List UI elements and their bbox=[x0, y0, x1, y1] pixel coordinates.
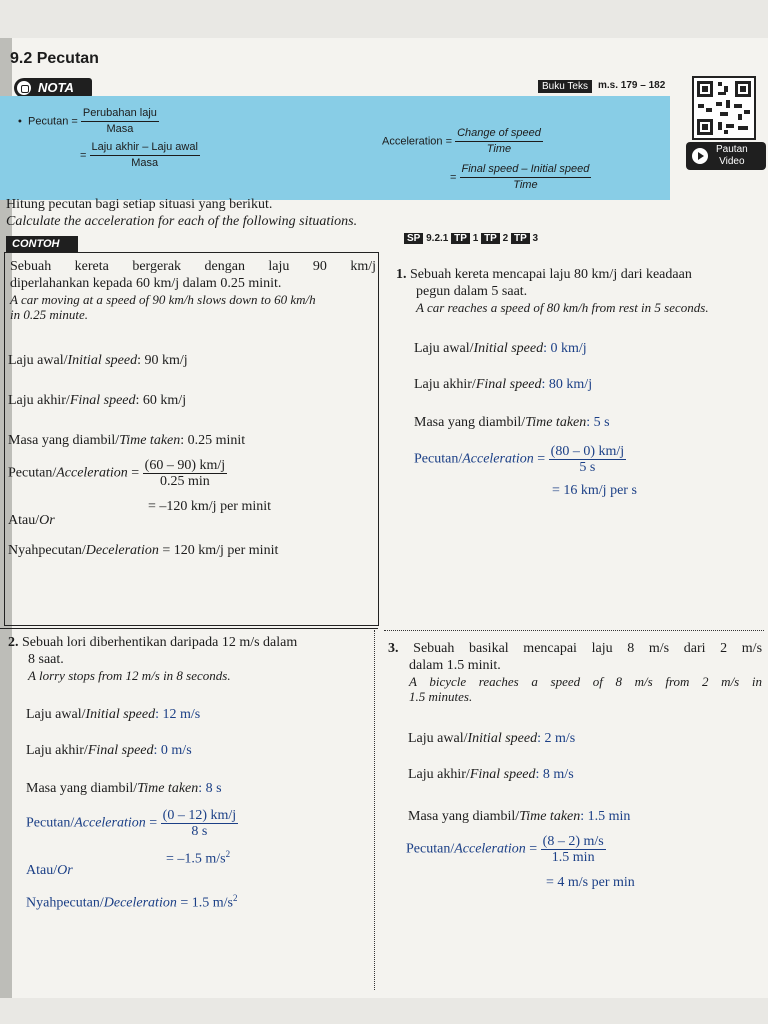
contoh-time-taken: Masa yang diambil/Time taken: 0.25 minit bbox=[8, 433, 246, 448]
q1-final-speed: Laju akhir/Final speed: 80 km/j bbox=[414, 377, 593, 392]
q1-initial-speed: Laju awal/Initial speed: 0 km/j bbox=[414, 341, 587, 356]
contoh-initial-speed: Laju awal/Initial speed: 90 km/j bbox=[8, 353, 188, 368]
divider-horizontal bbox=[0, 628, 378, 629]
q2-deceleration: Nyahpecutan/Deceleration = 1.5 $m/s^2$ bbox=[26, 893, 238, 911]
video-link-button[interactable]: Pautan Video bbox=[686, 142, 766, 170]
buku-teks-badge: Buku Teks bbox=[538, 80, 592, 93]
q3-time-taken: Masa yang diambil/Time taken: 1.5 min bbox=[408, 809, 631, 824]
q3-acceleration-result: = 4 m/s per min bbox=[546, 875, 635, 890]
q2-atau: Atau/Or bbox=[26, 863, 73, 878]
contoh-deceleration: Nyahpecutan/Deceleration = 120 km/j per minit bbox=[8, 543, 279, 558]
qr-pattern bbox=[694, 78, 754, 138]
section-title: 9.2 Pecutan bbox=[10, 50, 99, 67]
q1-acceleration-result: = 16 km/j per s bbox=[552, 483, 637, 498]
q2-acceleration: Pecutan/Acceleration = $\frac{(0 - 12) km/j}{8 s}$ bbox=[26, 808, 237, 839]
contoh-acceleration-result: = –120 km/j per minit bbox=[148, 499, 271, 514]
acceleration-formula-2: = $\frac{\text{Final speed – Initial speed}}{\text{Time}}$ bbox=[450, 163, 590, 191]
q2-question: 2. Sebuah lori diberhentikan daripada 12 m/s dalam 8 saat. A lorry stops from 12 m/s in 8 seconds. bbox=[8, 635, 298, 683]
q1-question: 1. Sebuah kereta mencapai laju 80 km/j dari keadaan pegun dalam 5 saat. A car reaches a speed of 80 km/h from rest in 5 seconds. bbox=[396, 267, 709, 315]
acceleration-formula-1: Acceleration = $\frac{\text{Change of speed}}{\text{Time}}$ bbox=[382, 127, 541, 155]
q2-time-taken: Masa yang diambil/Time taken: 8 s bbox=[26, 781, 222, 796]
q3-initial-speed: Laju awal/Initial speed: 2 m/s bbox=[408, 731, 576, 746]
contoh-final-speed: Laju akhir/Final speed: 60 km/j bbox=[8, 393, 187, 408]
contoh-acceleration: Pecutan/Acceleration = $\frac{(60 - 90) km/j}{0.25 \min}$ bbox=[8, 458, 226, 489]
instruction-malay: Hitung pecutan bagi setiap situasi yang berikut. bbox=[6, 197, 273, 212]
divider-dotted-horizontal bbox=[384, 630, 764, 631]
nota-badge: NOTA bbox=[14, 78, 92, 98]
note-icon bbox=[17, 81, 31, 95]
contoh-atau: Atau/Or bbox=[8, 513, 55, 528]
q3-final-speed: Laju akhir/Final speed: 8 m/s bbox=[408, 767, 574, 782]
play-icon bbox=[692, 148, 708, 164]
q1-acceleration: Pecutan/Acceleration = $\frac{(80 - 0) km/j}{5 s}$ bbox=[414, 444, 625, 475]
page-reference: m.s. 179 – 182 bbox=[598, 80, 666, 91]
q2-acceleration-result: = –1.5 $m/s^2$ bbox=[166, 849, 231, 867]
contoh-question: Sebuah kereta bergerak dengan laju 90 km/j diperlahankan kepada 60 km/j dalam 0.25 minit. A car moving at a speed of 90 km/h slows down to 60 km/h in 0.25 minute. bbox=[10, 259, 376, 322]
pecutan-formula-1: • Pecutan = $\frac{\text{Perubahan laju}}{\text{Masa}}$ bbox=[18, 107, 157, 135]
instruction bbox=[6, 196, 357, 230]
q2-initial-speed: Laju awal/Initial speed: 12 m/s bbox=[26, 707, 201, 722]
pecutan-formula-2: = $\frac{\text{Laju akhir – Laju awal}}{\text{Masa}}$ bbox=[80, 141, 198, 169]
syllabus-tags: SP 9.2.1 TP 1 TP 2 TP 3 bbox=[404, 233, 538, 244]
q2-final-speed: Laju akhir/Final speed: 0 m/s bbox=[26, 743, 192, 758]
qr-code-icon[interactable] bbox=[692, 76, 756, 140]
q1-time-taken: Masa yang diambil/Time taken: 5 s bbox=[414, 415, 610, 430]
divider-dotted-vertical bbox=[374, 630, 375, 990]
q3-acceleration: Pecutan/Acceleration = $\frac{(8 - 2) m/s}{1.5 \min}$ bbox=[406, 834, 604, 865]
contoh-label: CONTOH bbox=[6, 236, 78, 252]
instruction-english: Calculate the acceleration for each of the following situations. bbox=[6, 214, 358, 229]
q3-question: 3. Sebuah basikal mencapai laju 8 m/s dari 2 m/s dalam 1.5 minit. A bicycle reaches a speed of 8 m/s from 2 m/s in 1.5 minutes. bbox=[388, 641, 763, 704]
